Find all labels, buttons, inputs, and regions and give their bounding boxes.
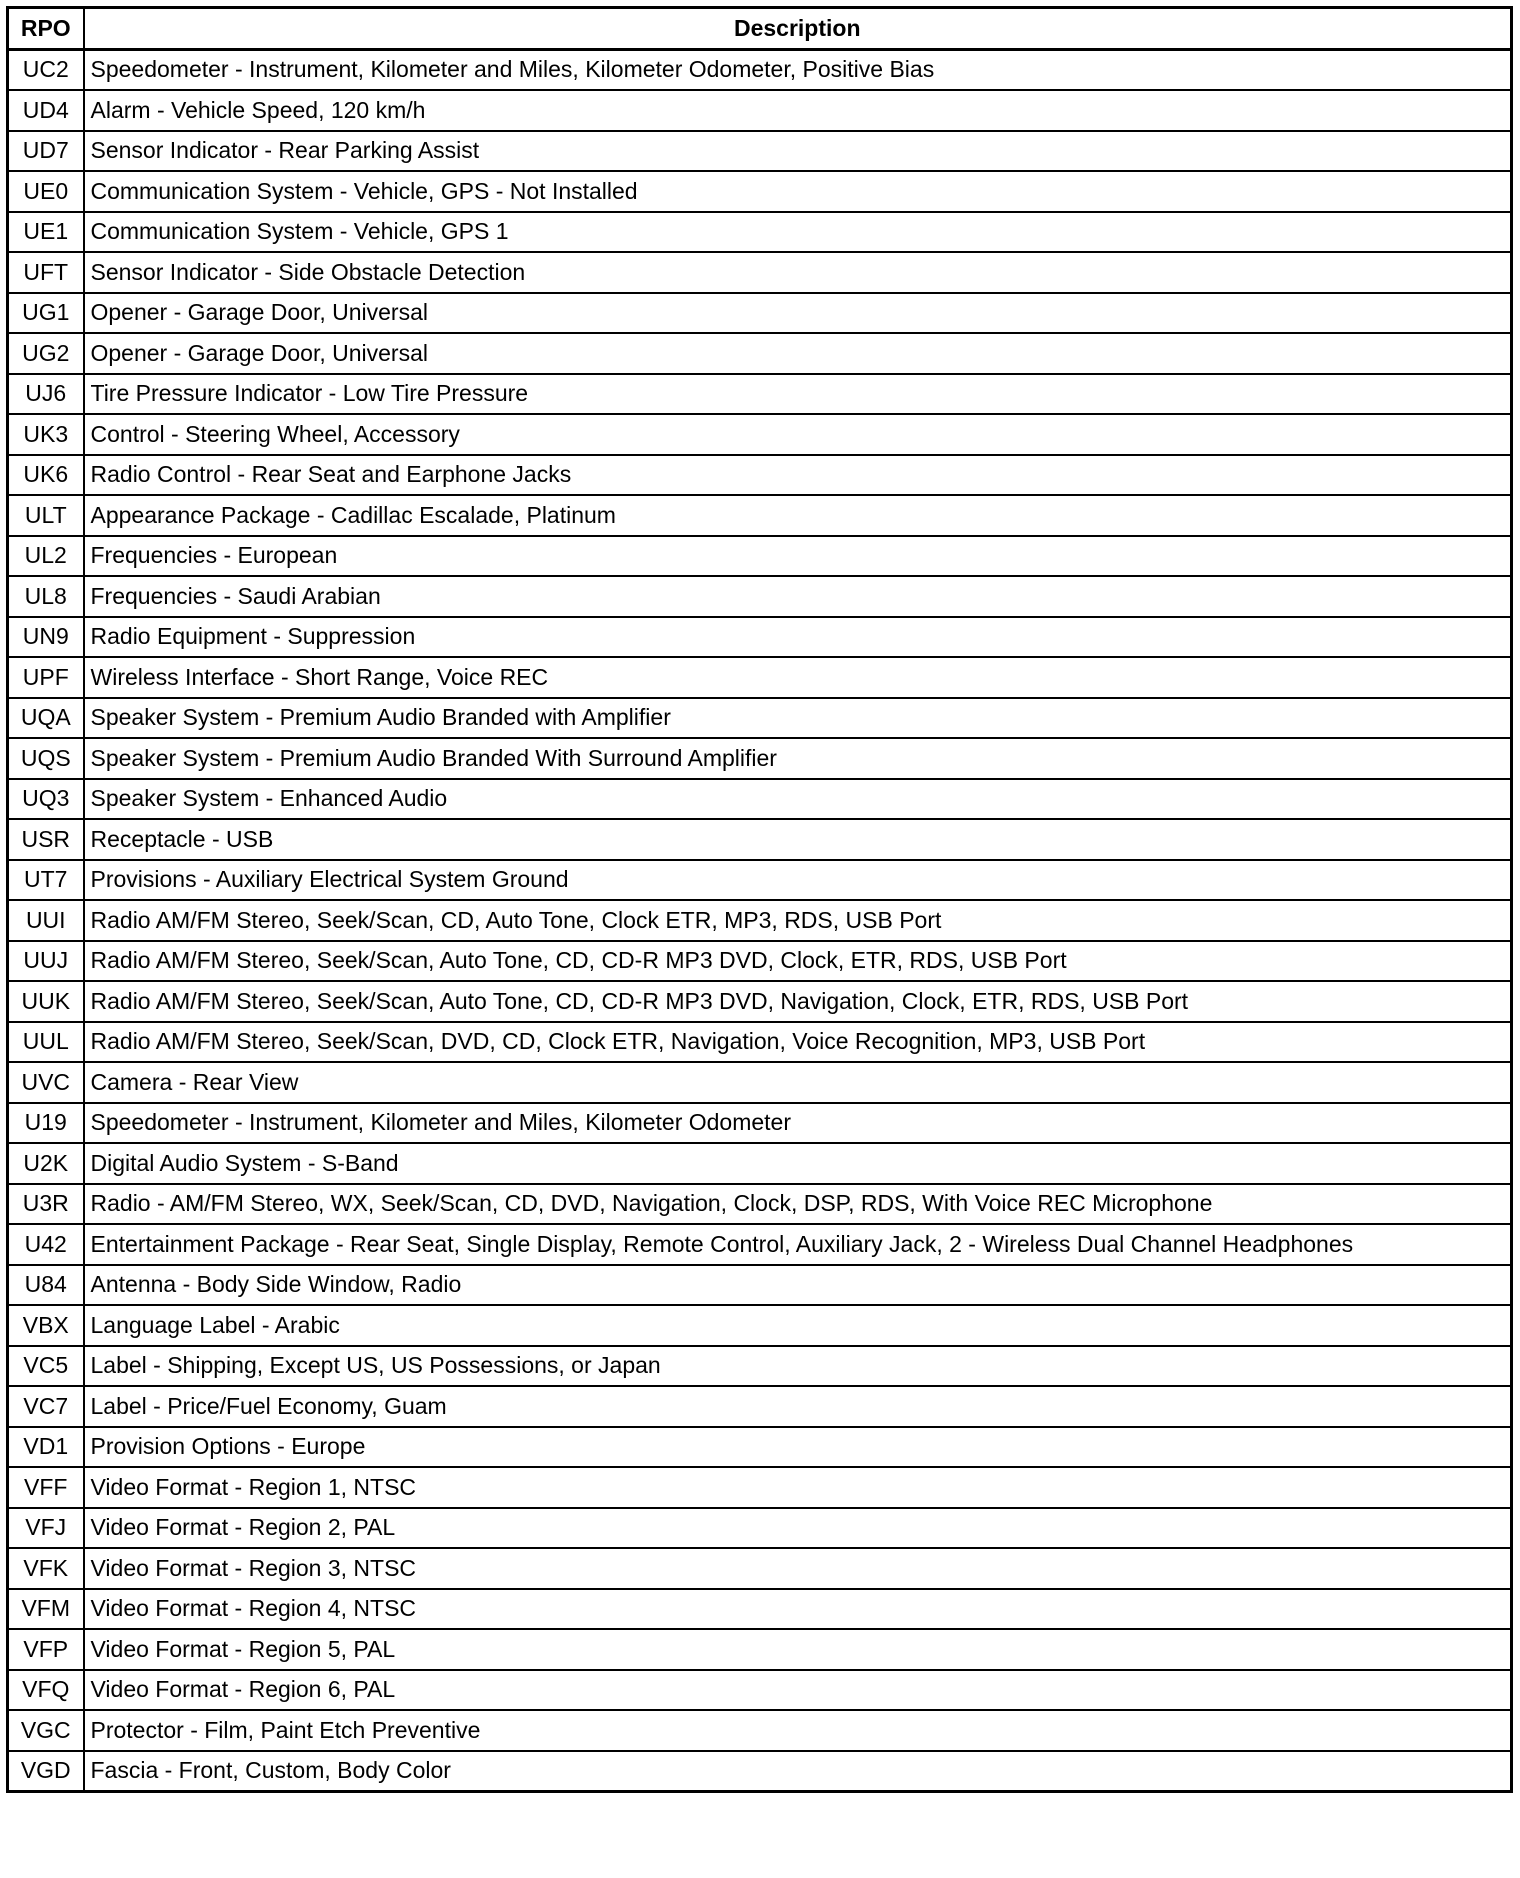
description-cell: Language Label - Arabic xyxy=(84,1305,1512,1346)
table-row xyxy=(8,495,1512,536)
description-cell: Tire Pressure Indicator - Low Tire Pressure xyxy=(84,374,1512,415)
rpo-code-cell: VFP xyxy=(8,1629,84,1670)
table-row xyxy=(8,576,1512,617)
table-row xyxy=(8,941,1512,982)
description-cell: Label - Price/Fuel Economy, Guam xyxy=(84,1386,1512,1427)
description-cell: Speaker System - Enhanced Audio xyxy=(84,779,1512,820)
table-row xyxy=(8,981,1512,1022)
description-cell: Receptacle - USB xyxy=(84,819,1512,860)
table-row xyxy=(8,1629,1512,1670)
description-cell: Radio Control - Rear Seat and Earphone Jacks xyxy=(84,455,1512,496)
rpo-column-header: RPO xyxy=(8,8,84,50)
description-cell: Radio AM/FM Stereo, Seek/Scan, Auto Tone, CD, CD-R MP3 DVD, Clock, ETR, RDS, USB Port xyxy=(84,941,1512,982)
rpo-code-cell: UJ6 xyxy=(8,374,84,415)
table-row xyxy=(8,1467,1512,1508)
description-cell: Control - Steering Wheel, Accessory xyxy=(84,414,1512,455)
rpo-code-cell: UPF xyxy=(8,657,84,698)
rpo-code-cell: VFM xyxy=(8,1589,84,1630)
description-cell: Video Format - Region 2, PAL xyxy=(84,1508,1512,1549)
description-cell: Video Format - Region 4, NTSC xyxy=(84,1589,1512,1630)
description-cell: Video Format - Region 6, PAL xyxy=(84,1670,1512,1711)
rpo-code-cell: UQS xyxy=(8,738,84,779)
table-row xyxy=(8,1346,1512,1387)
table-row xyxy=(8,1386,1512,1427)
table-row xyxy=(8,1548,1512,1589)
rpo-code-cell: VGD xyxy=(8,1751,84,1792)
table-row xyxy=(8,414,1512,455)
rpo-code-cell: UK6 xyxy=(8,455,84,496)
description-cell: Wireless Interface - Short Range, Voice REC xyxy=(84,657,1512,698)
description-cell: Radio AM/FM Stereo, Seek/Scan, CD, Auto Tone, Clock ETR, MP3, RDS, USB Port xyxy=(84,900,1512,941)
description-cell: Alarm - Vehicle Speed, 120 km/h xyxy=(84,90,1512,131)
description-cell: Radio AM/FM Stereo, Seek/Scan, DVD, CD, Clock ETR, Navigation, Voice Recognition, MP3, USB Port xyxy=(84,1022,1512,1063)
description-cell: Digital Audio System - S-Band xyxy=(84,1143,1512,1184)
rpo-code-cell: UQ3 xyxy=(8,779,84,820)
description-cell: Opener - Garage Door, Universal xyxy=(84,293,1512,334)
table-body xyxy=(8,49,1512,1792)
rpo-code-cell: UG1 xyxy=(8,293,84,334)
description-cell: Opener - Garage Door, Universal xyxy=(84,333,1512,374)
rpo-code-cell: VC7 xyxy=(8,1386,84,1427)
rpo-code-cell: VFJ xyxy=(8,1508,84,1549)
rpo-code-cell: UUK xyxy=(8,981,84,1022)
table-row xyxy=(8,1305,1512,1346)
table-row xyxy=(8,657,1512,698)
rpo-code-cell: UUJ xyxy=(8,941,84,982)
table-row xyxy=(8,49,1512,90)
rpo-code-cell: U3R xyxy=(8,1184,84,1225)
description-cell: Frequencies - European xyxy=(84,536,1512,577)
table-row xyxy=(8,455,1512,496)
table-row xyxy=(8,1508,1512,1549)
rpo-code-cell: ULT xyxy=(8,495,84,536)
table-row xyxy=(8,252,1512,293)
description-cell: Provision Options - Europe xyxy=(84,1427,1512,1468)
rpo-code-cell: VD1 xyxy=(8,1427,84,1468)
description-cell: Sensor Indicator - Rear Parking Assist xyxy=(84,131,1512,172)
description-cell: Communication System - Vehicle, GPS - Not Installed xyxy=(84,171,1512,212)
table-row xyxy=(8,1427,1512,1468)
description-cell: Video Format - Region 3, NTSC xyxy=(84,1548,1512,1589)
table-row xyxy=(8,819,1512,860)
table-row xyxy=(8,1103,1512,1144)
table-row xyxy=(8,1710,1512,1751)
description-cell: Appearance Package - Cadillac Escalade, Platinum xyxy=(84,495,1512,536)
rpo-code-cell: U2K xyxy=(8,1143,84,1184)
rpo-code-cell: UG2 xyxy=(8,333,84,374)
header-row xyxy=(8,8,1512,50)
rpo-code-cell: UL8 xyxy=(8,576,84,617)
table-row xyxy=(8,1265,1512,1306)
table-row xyxy=(8,333,1512,374)
description-cell: Video Format - Region 5, PAL xyxy=(84,1629,1512,1670)
description-cell: Communication System - Vehicle, GPS 1 xyxy=(84,212,1512,253)
rpo-code-cell: UD7 xyxy=(8,131,84,172)
rpo-code-cell: VFK xyxy=(8,1548,84,1589)
rpo-code-cell: UL2 xyxy=(8,536,84,577)
rpo-table xyxy=(6,6,1513,1793)
rpo-code-cell: UUI xyxy=(8,900,84,941)
rpo-code-cell: VFQ xyxy=(8,1670,84,1711)
table-row xyxy=(8,738,1512,779)
table-row xyxy=(8,293,1512,334)
table-row xyxy=(8,1062,1512,1103)
description-cell: Label - Shipping, Except US, US Possessions, or Japan xyxy=(84,1346,1512,1387)
description-cell: Camera - Rear View xyxy=(84,1062,1512,1103)
description-cell: Antenna - Body Side Window, Radio xyxy=(84,1265,1512,1306)
rpo-code-cell: U19 xyxy=(8,1103,84,1144)
description-column-header: Description xyxy=(84,8,1512,50)
rpo-code-cell: UN9 xyxy=(8,617,84,658)
table-row xyxy=(8,779,1512,820)
rpo-code-cell: USR xyxy=(8,819,84,860)
description-cell: Video Format - Region 1, NTSC xyxy=(84,1467,1512,1508)
description-cell: Speaker System - Premium Audio Branded With Surround Amplifier xyxy=(84,738,1512,779)
rpo-code-cell: U42 xyxy=(8,1224,84,1265)
rpo-code-cell: UE0 xyxy=(8,171,84,212)
table-row xyxy=(8,131,1512,172)
table-row xyxy=(8,212,1512,253)
rpo-code-cell: UFT xyxy=(8,252,84,293)
rpo-code-cell: U84 xyxy=(8,1265,84,1306)
description-cell: Speaker System - Premium Audio Branded with Amplifier xyxy=(84,698,1512,739)
rpo-code-cell: UT7 xyxy=(8,860,84,901)
rpo-code-cell: UVC xyxy=(8,1062,84,1103)
description-cell: Entertainment Package - Rear Seat, Single Display, Remote Control, Auxiliary Jack, 2 - Wireless Dual Channel Headphones xyxy=(84,1224,1512,1265)
description-cell: Protector - Film, Paint Etch Preventive xyxy=(84,1710,1512,1751)
table-header xyxy=(8,8,1512,50)
rpo-code-cell: VC5 xyxy=(8,1346,84,1387)
table-row xyxy=(8,1224,1512,1265)
description-cell: Radio Equipment - Suppression xyxy=(84,617,1512,658)
description-cell: Radio - AM/FM Stereo, WX, Seek/Scan, CD, DVD, Navigation, Clock, DSP, RDS, With Voice REC Microphone xyxy=(84,1184,1512,1225)
rpo-code-cell: VBX xyxy=(8,1305,84,1346)
rpo-code-cell: UQA xyxy=(8,698,84,739)
rpo-code-cell: UUL xyxy=(8,1022,84,1063)
table-row xyxy=(8,1143,1512,1184)
description-cell: Frequencies - Saudi Arabian xyxy=(84,576,1512,617)
description-cell: Radio AM/FM Stereo, Seek/Scan, Auto Tone, CD, CD-R MP3 DVD, Navigation, Clock, ETR, RDS, USB Port xyxy=(84,981,1512,1022)
rpo-code-cell: VFF xyxy=(8,1467,84,1508)
rpo-code-cell: UD4 xyxy=(8,90,84,131)
table-row xyxy=(8,374,1512,415)
table-row xyxy=(8,860,1512,901)
description-cell: Sensor Indicator - Side Obstacle Detection xyxy=(84,252,1512,293)
table-row xyxy=(8,900,1512,941)
table-row xyxy=(8,617,1512,658)
table-row xyxy=(8,698,1512,739)
description-cell: Fascia - Front, Custom, Body Color xyxy=(84,1751,1512,1792)
description-cell: Speedometer - Instrument, Kilometer and Miles, Kilometer Odometer xyxy=(84,1103,1512,1144)
rpo-code-cell: UC2 xyxy=(8,49,84,90)
rpo-code-cell: UE1 xyxy=(8,212,84,253)
table-row xyxy=(8,1589,1512,1630)
table-row xyxy=(8,1751,1512,1792)
description-cell: Provisions - Auxiliary Electrical System Ground xyxy=(84,860,1512,901)
table-row xyxy=(8,1670,1512,1711)
rpo-code-cell: UK3 xyxy=(8,414,84,455)
table-row xyxy=(8,1184,1512,1225)
description-cell: Speedometer - Instrument, Kilometer and Miles, Kilometer Odometer, Positive Bias xyxy=(84,49,1512,90)
table-row xyxy=(8,1022,1512,1063)
table-row xyxy=(8,90,1512,131)
table-row xyxy=(8,171,1512,212)
table-row xyxy=(8,536,1512,577)
rpo-code-cell: VGC xyxy=(8,1710,84,1751)
